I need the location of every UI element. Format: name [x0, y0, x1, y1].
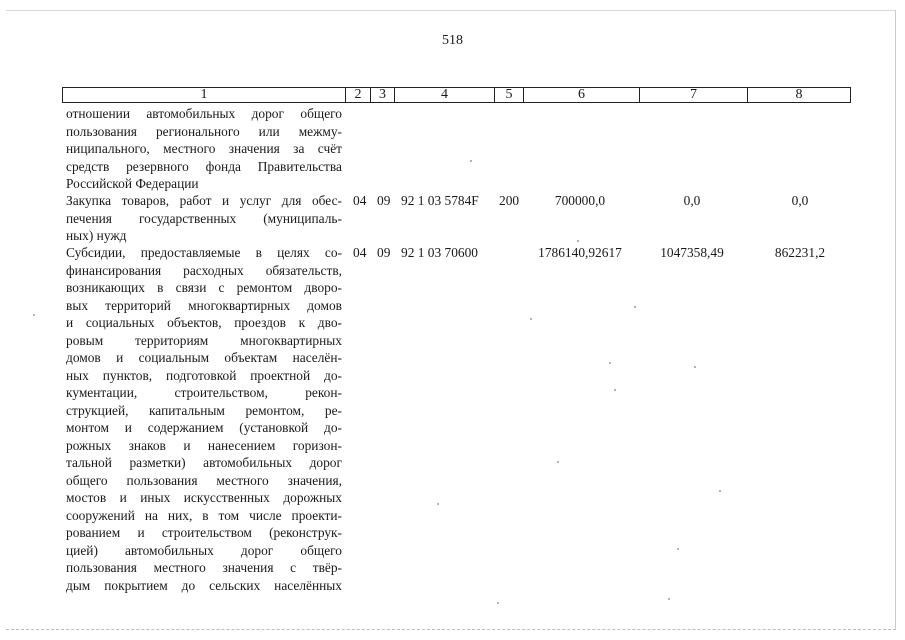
description-line: Закупка товаров, работ и услуг для обес-	[66, 193, 342, 208]
description-line: дым покрытием до сельских населённых	[66, 577, 342, 593]
description-line: пользования местного значения с твёр-	[66, 560, 342, 575]
header-col-8: 8	[747, 88, 850, 102]
cell-target-article: 92 1 03 70600	[401, 245, 478, 260]
scan-speck	[614, 389, 616, 391]
header-col-6: 6	[523, 88, 639, 102]
description-line: возникающих в связи с ремонтом дворо-	[66, 280, 342, 295]
description-line: цией) автомобильных дорог общего	[66, 542, 342, 558]
scan-speck	[609, 362, 611, 364]
table-row-description	[66, 244, 342, 594]
description-line: Субсидии, предоставляемые в целях со-	[66, 245, 342, 260]
description-line: Российской Федерации	[66, 176, 199, 191]
scan-speck	[497, 602, 499, 604]
description-line: средств резервного фонда Правительства	[66, 158, 342, 174]
description-line: струкцией, капитальным ремонтом, ре-	[66, 402, 342, 418]
scan-speck	[634, 306, 636, 308]
scan-speck	[677, 548, 679, 550]
table-row-description	[66, 192, 342, 245]
cell-amount-year3: 862231,2	[774, 245, 826, 260]
cell-section: 04	[353, 245, 367, 260]
header-col-4: 4	[394, 88, 494, 102]
scan-speck	[557, 461, 559, 463]
cell-subsection: 09	[377, 245, 391, 260]
scan-speck	[694, 366, 696, 368]
description-line: пользования регионального или межму-	[66, 123, 342, 139]
description-line: мостов и иных искусственных дорожных	[66, 490, 342, 505]
description-line: кументации, строительством, рекон-	[66, 385, 342, 400]
header-col-5: 5	[494, 88, 523, 102]
description-line: ниципального, местного значения за счёт	[66, 141, 342, 156]
header-col-2: 2	[345, 88, 370, 102]
cell-amount-year1: 1786140,92617	[538, 245, 622, 260]
description-line: общего пользования местного значения,	[66, 472, 342, 488]
description-line: тальной разметки) автомобильных дорог	[66, 455, 342, 470]
description-line: вых территорий многоквартирных домов	[66, 297, 342, 313]
cell-subsection: 09	[377, 193, 391, 208]
cell-amount-year2: 0,0	[683, 193, 701, 208]
description-line: рованием и строительством (реконструк-	[66, 525, 342, 540]
description-line: ровым территориям многоквартирных	[66, 332, 342, 348]
cell-amount-year3: 0,0	[791, 193, 809, 208]
description-line: и социальных объектов, проездов к дво-	[66, 315, 342, 330]
cell-expense-type: 200	[499, 193, 520, 208]
table-row-description	[66, 105, 342, 193]
description-line: монтом и содержанием (установкой до-	[66, 420, 342, 435]
scan-speck	[577, 240, 579, 242]
header-col-1: 1	[200, 87, 208, 102]
description-line: сооружений на них, в том числе проекти-	[66, 507, 342, 523]
description-line: финансирования расходных обязательств,	[66, 262, 342, 278]
cell-target-article: 92 1 03 5784F	[401, 193, 479, 208]
header-col-3: 3	[370, 88, 394, 102]
cell-amount-year2: 1047358,49	[660, 245, 724, 260]
description-line: ных) нужд	[66, 228, 127, 243]
scan-speck	[33, 314, 35, 316]
scan-speck	[470, 160, 472, 162]
description-line: ных пунктов, подготовкой проектной до-	[66, 367, 342, 383]
table-header-row	[62, 87, 851, 103]
description-line: печения государственных (муниципаль-	[66, 210, 342, 226]
header-col-7: 7	[639, 88, 747, 102]
scan-speck	[719, 490, 721, 492]
cell-section: 04	[353, 193, 367, 208]
page-number: 518	[442, 33, 463, 48]
scan-speck	[530, 318, 532, 320]
description-line: домов и социальным объектам населён-	[66, 350, 342, 365]
cell-amount-year1: 700000,0	[554, 193, 606, 208]
scan-speck	[668, 598, 670, 600]
description-line: отношении автомобильных дорог общего	[66, 106, 342, 121]
description-line: рожных знаков и нанесением горизон-	[66, 437, 342, 453]
scan-speck	[437, 503, 439, 505]
